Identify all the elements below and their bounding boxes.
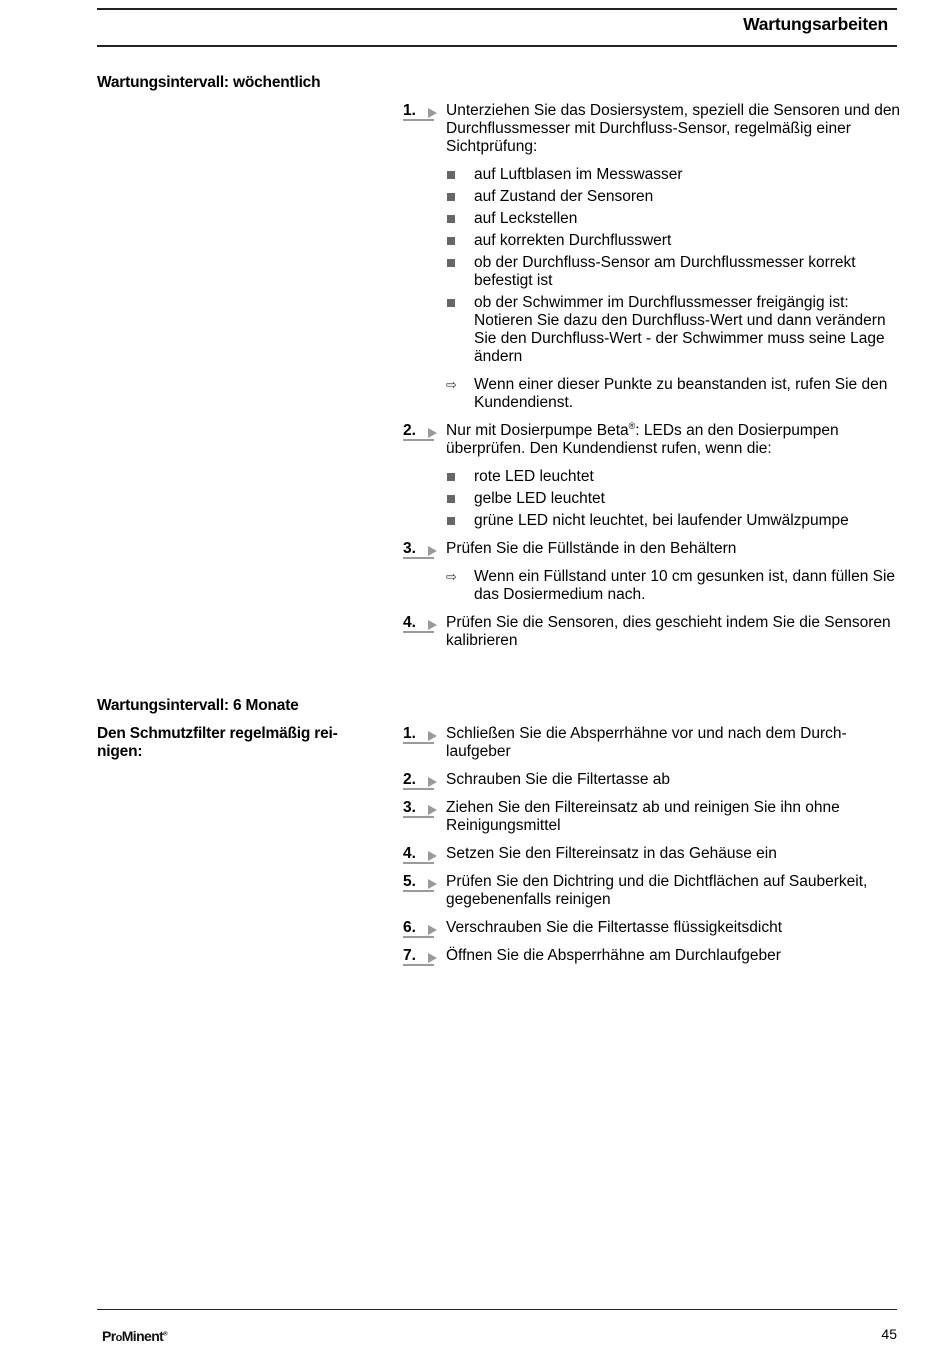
prominent-logo: ProMinent® <box>102 1328 168 1344</box>
list-item: auf korrekten Durchflusswert <box>446 232 903 250</box>
step-triangle-icon <box>428 953 437 963</box>
step-item <box>403 614 903 650</box>
section1-heading: Wartungsintervall: wöchentlich <box>97 74 321 91</box>
step-number: 5. <box>403 873 439 892</box>
step-text: Schrauben Sie die Filtertasse ab <box>446 771 671 788</box>
step-number: 1. <box>403 725 439 744</box>
square-bullet-icon <box>447 473 455 481</box>
list-item: auf Leckstellen <box>446 210 903 228</box>
step-number: 3. <box>403 540 439 559</box>
step-text: Schließen Sie die Absperrhähne vor und nach dem Durchlaufgeber <box>446 725 847 760</box>
step-text: Setzen Sie den Filtereinsatz in das Gehäuse ein <box>446 845 777 862</box>
step-text: Nur mit Dosierpumpe Beta®: LEDs an den Dosierpumpen überprüfen. Den Kundendienst rufen, wenn die: <box>446 420 839 457</box>
list-item: gelbe LED leuchtet <box>446 490 903 508</box>
step-item <box>403 102 903 412</box>
square-bullet-icon <box>447 171 455 179</box>
step-number: 6. <box>403 919 439 938</box>
step-item <box>403 540 903 604</box>
step-number: 4. <box>403 845 439 864</box>
square-bullet-icon <box>447 299 455 307</box>
bullet-list <box>446 468 903 530</box>
square-bullet-icon <box>447 193 455 201</box>
result-arrow-icon: ⇨ <box>446 569 457 584</box>
step-item <box>403 947 903 965</box>
step-number: 7. <box>403 947 439 966</box>
step-number: 2. <box>403 771 439 790</box>
step-text: Öffnen Sie die Absperrhähne am Durchlaufgeber <box>446 947 781 964</box>
step-number: 1. <box>403 102 439 121</box>
header-title: Wartungsarbeiten <box>743 14 888 34</box>
step-number: 3. <box>403 799 439 818</box>
step-result: ⇨ Wenn einer dieser Punkte zu beanstanden ist, rufen Sie den Kundendienst. <box>446 376 888 411</box>
list-item: grüne LED nicht leuchtet, bei laufender Umwälzpumpe <box>446 512 903 530</box>
step-triangle-icon <box>428 731 437 741</box>
square-bullet-icon <box>447 517 455 525</box>
list-item: rote LED leuchtet <box>446 468 903 486</box>
list-item: auf Zustand der Sensoren <box>446 188 903 206</box>
step-text: Verschrauben Sie die Filtertasse flüssigkeitsdicht <box>446 919 782 936</box>
square-bullet-icon <box>447 215 455 223</box>
section2-steps <box>403 725 903 975</box>
section1-steps <box>403 102 903 660</box>
step-item <box>403 725 903 761</box>
list-item: ob der Schwimmer im Durchflussmesser freigängig ist: Notieren Sie dazu den Durchfluss-Wert und dann verändern Sie den Durchfluss-Wert - der Schwimmer muss seine Lage ändern <box>446 294 903 366</box>
step-text: Prüfen Sie die Füllstände in den Behältern <box>446 540 737 557</box>
header-top-rule <box>97 8 897 10</box>
step-item <box>403 771 903 789</box>
step-number: 4. <box>403 614 439 633</box>
square-bullet-icon <box>447 495 455 503</box>
step-item <box>403 919 903 937</box>
square-bullet-icon <box>447 237 455 245</box>
step-triangle-icon <box>428 428 437 438</box>
section2-heading: Wartungsintervall: 6 Monate <box>97 697 299 714</box>
step-triangle-icon <box>428 546 437 556</box>
step-text: Prüfen Sie den Dichtring und die Dichtflächen auf Sauberkeit, gegebenenfalls reinigen <box>446 873 868 908</box>
step-item <box>403 845 903 863</box>
list-item: auf Luftblasen im Messwasser <box>446 166 903 184</box>
result-arrow-icon: ⇨ <box>446 377 457 392</box>
step-text: Ziehen Sie den Filtereinsatz ab und reinigen Sie ihn ohne Reinigungsmittel <box>446 799 840 834</box>
step-triangle-icon <box>428 925 437 935</box>
step-result: ⇨ Wenn ein Füllstand unter 10 cm gesunken ist, dann füllen Sie das Dosiermedium nach. <box>446 568 896 603</box>
step-triangle-icon <box>428 879 437 889</box>
step-item <box>403 422 903 530</box>
page-number: 45 <box>881 1326 897 1342</box>
step-triangle-icon <box>428 851 437 861</box>
step-triangle-icon <box>428 620 437 630</box>
section2-subheading: Den Schmutzfilter regelmäßig reinigen: <box>97 725 338 760</box>
footer-rule <box>97 1309 897 1310</box>
step-triangle-icon <box>428 805 437 815</box>
square-bullet-icon <box>447 259 455 267</box>
header-bottom-rule <box>97 45 897 47</box>
step-text: Prüfen Sie die Sensoren, dies geschieht indem Sie die Sensoren kalibrieren <box>446 614 891 649</box>
step-number: 2. <box>403 422 439 441</box>
step-text: Unterziehen Sie das Dosiersystem, speziell die Sensoren und den Durchflussmesser mit Durchfluss-Sensor, regelmäßig einer Sichtprüfung: <box>446 102 901 155</box>
step-triangle-icon <box>428 108 437 118</box>
step-item <box>403 873 903 909</box>
list-item: ob der Durchfluss-Sensor am Durchflussmesser korrekt befestigt ist <box>446 254 903 290</box>
step-triangle-icon <box>428 777 437 787</box>
step-item <box>403 799 903 835</box>
bullet-list <box>446 166 903 366</box>
